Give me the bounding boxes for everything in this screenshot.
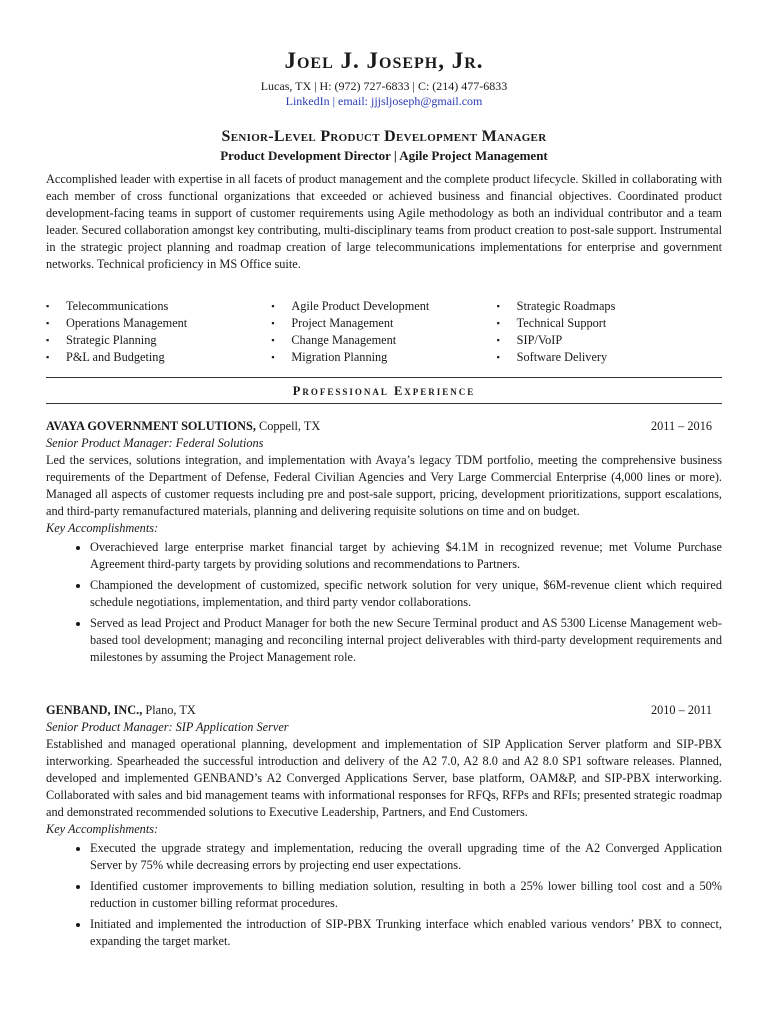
headline-subtitle: Product Development Director | Agile Project Management bbox=[220, 148, 548, 163]
job-header bbox=[46, 702, 722, 719]
accomplishment-item: • Overachieved large enterprise market financial target by achieving $4.1M in recognized revenue; met Volume Purchase Agreement third-party targets by providing solutions and recommendations to Partners. bbox=[90, 539, 722, 573]
skills-column-1 bbox=[46, 298, 271, 366]
skill-item: ▪ P&L and Budgeting bbox=[46, 349, 271, 366]
accomplishment-list bbox=[46, 539, 722, 666]
skill-item: ▪ SIP/VoIP bbox=[497, 332, 722, 349]
key-accomplishments-label: Key Accomplishments: bbox=[46, 822, 159, 836]
job-dates: 2010 – 2011 bbox=[650, 703, 712, 717]
job-entry-genband bbox=[46, 702, 722, 954]
skill-item: ▪ Software Delivery bbox=[497, 349, 722, 366]
job-description: Established and managed operational planning, development and implementation of SIP Application Server platform and SIP-PBX interworking. Spearheaded the successful introduction and delivery of the A2 7.0, A2 8.0 and A2 8.0 SP1 software releases. Planned, developed and implemented GENBAND’s A2 Converged Applications Server, base platform, OAM&P, and SIP-PBX interworking. Collaborated with sales and bid management teams with informational responses for RFQs, RFPs and RFIs; presented strategic roadmap and demonstrated recommended solutions to Executive Leadership, Partners, and End Customers. bbox=[46, 737, 722, 819]
section-rule-bottom bbox=[46, 403, 722, 404]
skill-item: ▪ Migration Planning bbox=[271, 349, 496, 366]
summary-paragraph: Accomplished leader with expertise in all facets of product management and the complete product lifecycle. Skilled in collaborating with each member of cross functional organizations that exceeded or achieved business and financial objectives. Coordinated product development-facing teams in support of customer requirements using Agile methodology as both an individual contributor and a team leader. Secured collaboration amongst key contributing, multi-disciplinary teams from product creation to post-sale support. Instrumental in the strategic project planning and roadmap creation of large telecommunications implementations for enterprise and government networks. Technical proficiency in MS Office suite. bbox=[46, 172, 722, 271]
accomplishment-list bbox=[46, 840, 722, 950]
job-dates: 2011 – 2016 bbox=[650, 419, 712, 433]
section-rule-top bbox=[46, 377, 722, 378]
key-accomplishments-label: Key Accomplishments: bbox=[46, 521, 159, 535]
skill-item: ▪ Strategic Planning bbox=[46, 332, 271, 349]
accomplishment-item: • Executed the upgrade strategy and implementation, reducing the overall upgrading time of the A2 Converged Application Server by 75% while decreasing errors by projecting end user expectations. bbox=[90, 840, 722, 874]
job-role: Senior Product Manager: Federal Solutions bbox=[46, 436, 264, 450]
job-employer bbox=[46, 418, 320, 435]
job-company: AVAYA GOVERNMENT SOLUTIONS, bbox=[46, 419, 256, 433]
job-employer bbox=[46, 702, 196, 719]
skills-column-3 bbox=[497, 298, 722, 366]
section-title-experience: Professional Experience bbox=[292, 384, 476, 398]
skills-grid bbox=[46, 298, 722, 366]
email-link[interactable]: email: jjjsljoseph@gmail.com bbox=[338, 94, 483, 108]
job-location: Plano, TX bbox=[142, 703, 196, 717]
skill-item: ▪ Change Management bbox=[271, 332, 496, 349]
job-entry-avaya bbox=[46, 418, 722, 670]
job-company: GENBAND, INC., bbox=[46, 703, 143, 717]
contact-separator: | bbox=[329, 94, 339, 108]
skills-column-2 bbox=[271, 298, 496, 366]
accomplishment-item: • Served as lead Project and Product Manager for both the new Secure Terminal product and AS 5300 License Management web-based tool development; managing and reconciling internal project deliverables with third-party development requirements and milestones by assuming the Project Management role. bbox=[90, 615, 722, 666]
skill-item: ▪ Technical Support bbox=[497, 315, 722, 332]
job-location: Coppell, TX bbox=[255, 419, 321, 433]
skill-item: ▪ Project Management bbox=[271, 315, 496, 332]
accomplishment-item: • Championed the development of customized, specific network solution for very unique, $6M-revenue client which required schedule negotiations, implementation, and third party vendor collaborations. bbox=[90, 577, 722, 611]
headline-title: Senior-Level Product Development Manager bbox=[221, 128, 547, 145]
job-header bbox=[46, 418, 722, 435]
candidate-name: Joel J. Joseph, Jr. bbox=[284, 48, 484, 73]
accomplishment-item: • Initiated and implemented the introduction of SIP-PBX Trunking interface which enabled various vendors’ PBX to connect, expanding the target market. bbox=[90, 916, 722, 950]
job-description: Led the services, solutions integration, and implementation with Avaya’s legacy TDM portfolio, meeting the comprehensive business requirements of the Department of Defense, Federal Civilian Agencies and Very Large Commercial Enterprise (4,000 lines or more). Managed all aspects of customer requests including pre and post-sale support, pricing, development prioritizations, support escalations, and third-party remanufactured materials, planning and delivering requisite solutions on time and on budget. bbox=[46, 453, 722, 518]
job-role: Senior Product Manager: SIP Application Server bbox=[46, 720, 289, 734]
skill-item: ▪ Strategic Roadmaps bbox=[497, 298, 722, 315]
contact-links bbox=[0, 94, 768, 109]
skill-item: ▪ Operations Management bbox=[46, 315, 271, 332]
contact-line: Lucas, TX | H: (972) 727-6833 | C: (214) 477-6833 bbox=[260, 79, 508, 93]
accomplishment-item: • Identified customer improvements to billing mediation solution, resulting in both a 25% lower billing tool cost and a 50% reduction in customer billing reformat procedures. bbox=[90, 878, 722, 912]
skill-item: ▪ Agile Product Development bbox=[271, 298, 496, 315]
linkedin-link[interactable]: LinkedIn bbox=[285, 94, 330, 108]
skill-item: ▪ Telecommunications bbox=[46, 298, 271, 315]
